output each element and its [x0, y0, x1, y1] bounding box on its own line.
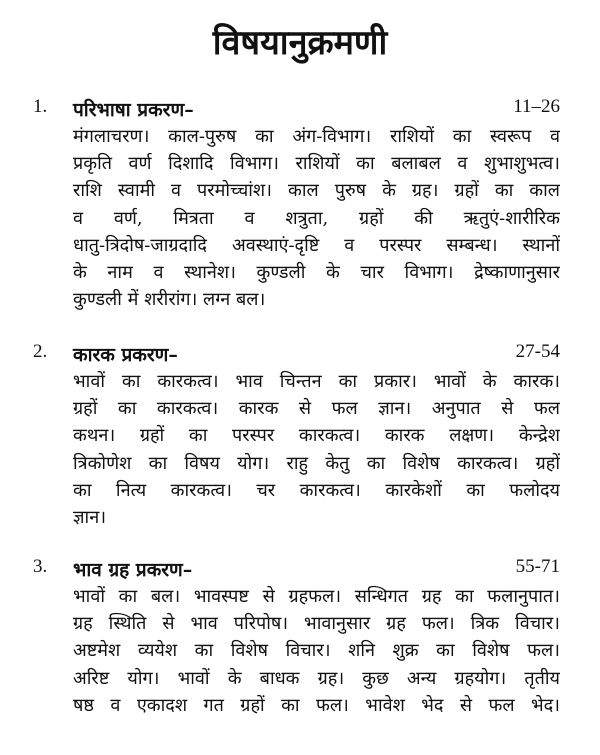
toc-section-2 — [0, 341, 600, 531]
section-pages: 55-71 — [515, 556, 560, 577]
section-line: ग्रहों का कारकत्व। कारक से फल ज्ञान। अनुपात से फल — [73, 398, 560, 420]
section-heading: परिभाषा प्रकरण– — [73, 99, 194, 121]
section-line: भावों का बल। भावस्पष्ट से ग्रहफल। सन्धिगत ग्रह का फलानुपात। — [73, 586, 560, 607]
section-number: 1. — [33, 96, 48, 117]
section-line: प्रकृति वर्ण दिशादि विभाग। राशियों का बलाबल व शुभाशुभत्व। — [73, 153, 560, 175]
section-line: व वर्ण, मित्रता व शत्रुता, ग्रहों की ऋतुएं-शारीरिक — [73, 207, 560, 229]
section-header — [0, 556, 600, 583]
section-line: षष्ठ व एकादश गत ग्रहों का फल। भावेश भेद से फल भेद। — [73, 694, 560, 716]
section-line: ज्ञान। — [73, 506, 107, 528]
section-line: अष्टमेश व्ययेश का विशेष विचार। शनि शुक्र का विशेष फल। — [73, 640, 560, 662]
section-line: कुण्डली में शरीरांग। लग्न बल। — [73, 289, 266, 311]
section-line: अरिष्ट योग। भावों के बाधक ग्रह। कुछ अन्य ग्रहयोग। तृतीय — [73, 667, 560, 689]
section-line: धातु-त्रिदोष-जाग्रदादि अवस्थाएं-दृष्टि व परस्पर सम्बन्ध। स्थानों — [73, 234, 560, 256]
toc-section-3 — [0, 556, 600, 719]
section-pages: 11–26 — [513, 96, 560, 117]
section-line: त्रिकोणेश का विषय योग। राहु केतु का विशेष कारकत्व। ग्रहों — [73, 452, 560, 474]
section-header — [0, 341, 600, 368]
section-line: मंगलाचरण। काल-पुरुष का अंग-विभाग। राशियों का स्वरूप व — [73, 126, 560, 147]
section-line: के नाम व स्थानेश। कुण्डली के चार विभाग। द्रेष्काणानुसार — [73, 261, 560, 283]
toc-section-1 — [0, 96, 600, 313]
section-line: का नित्य कारकत्व। चर कारकत्व। कारकेशों का फलोदय — [73, 479, 560, 501]
section-pages: 27-54 — [515, 341, 560, 362]
section-line: ग्रह स्थिति से भाव परिपोष। भावानुसार ग्रह फल। त्रिक विचार। — [73, 613, 560, 635]
section-number: 2. — [33, 341, 48, 362]
section-number: 3. — [33, 556, 48, 577]
section-line: भावों का कारकत्व। भाव चिन्तन का प्रकार। भावों के कारक। — [73, 371, 560, 392]
page-title: विषयानुक्रमणी — [212, 23, 388, 63]
section-heading: कारक प्रकरण– — [73, 344, 178, 366]
section-header — [0, 96, 600, 123]
section-line: कथन। ग्रहों का परस्पर कारकत्व। कारक लक्षण। केन्द्रेश — [73, 425, 560, 447]
section-line: राशि स्वामी व परमोच्चांश। काल पुरुष के ग्रह। ग्रहों का काल — [73, 180, 560, 202]
section-heading: भाव ग्रह प्रकरण– — [73, 559, 193, 581]
